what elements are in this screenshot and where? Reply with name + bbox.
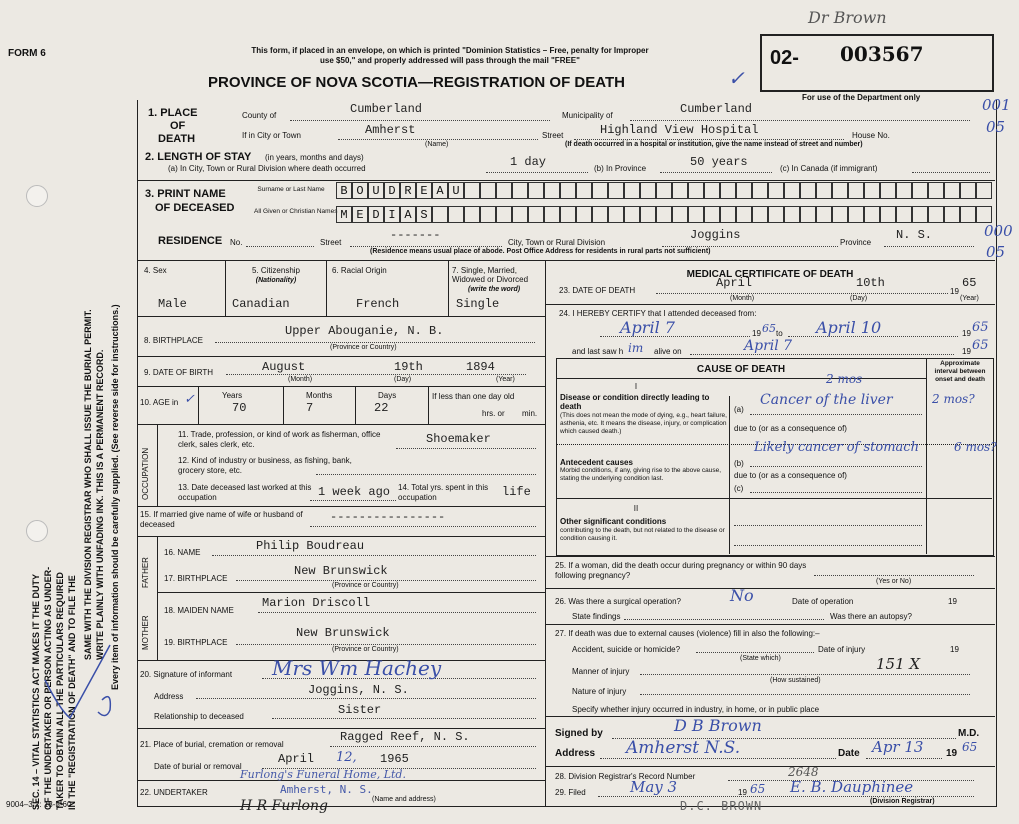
burial-date-day: 12, xyxy=(336,750,357,765)
given-name-letter-box: E xyxy=(352,206,368,223)
given-name-empty-box xyxy=(544,206,560,223)
attended-to-label: to xyxy=(776,329,783,338)
given-name-empty-box xyxy=(928,206,944,223)
last-worked-value: 1 week ago xyxy=(318,485,391,499)
check-mark: ✓ xyxy=(728,66,745,90)
dob-year-note: (Year) xyxy=(496,376,515,383)
section-ii-label: II xyxy=(633,504,639,513)
date-of-death-day: 10th xyxy=(856,276,885,290)
given-name-letter-box: I xyxy=(384,206,400,223)
street-value: Highland View Hospital xyxy=(600,123,759,137)
antecedent-note: Morbid conditions, if any, giving rise to the above cause, stating the underlying condition last. xyxy=(560,467,722,482)
surname-letter-box: R xyxy=(400,182,416,199)
footer-code: 9004–3.2: 18-5-60 xyxy=(6,800,72,809)
birthplace-value: Upper Abouganie, N. B. xyxy=(285,324,444,338)
stay-b-label: (b) In Province xyxy=(594,164,647,173)
age-label: 10. AGE in xyxy=(140,398,179,407)
given-name-letter-box: A xyxy=(400,206,416,223)
surname-letter-boxes xyxy=(336,182,992,201)
given-name-empty-box xyxy=(496,206,512,223)
medical-certificate-title: MEDICAL CERTIFICATE OF DEATH xyxy=(686,269,854,280)
given-name-empty-box xyxy=(864,206,880,223)
surname-empty-box xyxy=(752,182,768,199)
interval-label: Approximate interval between onset and death xyxy=(934,360,986,383)
stay-a-value: 1 day xyxy=(510,155,547,169)
surname-empty-box xyxy=(528,182,544,199)
residence-no-label: No. xyxy=(230,238,243,247)
dod-year-note: (Year) xyxy=(960,295,979,302)
surname-empty-box xyxy=(800,182,816,199)
given-name-empty-box xyxy=(432,206,448,223)
given-name-empty-box xyxy=(848,206,864,223)
side-line-7: Every item of information should be carefully supplied. (See reverse side for instructions.) xyxy=(110,304,120,690)
age-pen-mark: ✓ xyxy=(184,392,195,407)
stay-c-label: (c) In Canada (if immigrant) xyxy=(780,164,878,173)
city-name-note: (Name) xyxy=(425,141,449,148)
place-of-death-heading xyxy=(148,107,198,146)
given-name-empty-box xyxy=(576,206,592,223)
given-name-empty-box xyxy=(976,206,992,223)
burial-date-label: Date of burial or removal xyxy=(154,762,242,771)
total-years-value: life xyxy=(502,485,531,499)
due-to-a: due to (or as a consequence of) xyxy=(734,424,847,433)
cause-of-death-title: CAUSE OF DEATH xyxy=(696,364,786,375)
surname-empty-box xyxy=(560,182,576,199)
city-label: If in City or Town xyxy=(242,131,301,140)
how-sustained-note: (How sustained) xyxy=(770,677,821,684)
birthplace-note: (Province or Country) xyxy=(330,344,397,351)
county-label: County of xyxy=(242,111,277,120)
surname-empty-box xyxy=(864,182,880,199)
attended-to-year: 65 xyxy=(972,320,989,335)
age-days-label: Days xyxy=(378,391,397,400)
print-name-label-2: OF DECEASED xyxy=(155,202,235,214)
registrar-stamp: D.C. BROWN xyxy=(680,799,763,813)
registration-prefix: 02- xyxy=(770,47,799,69)
informant-signature-label: 20. Signature of informant xyxy=(140,670,233,679)
surname-empty-box xyxy=(848,182,864,199)
surname-empty-box xyxy=(576,182,592,199)
filed-label: 29. Filed xyxy=(555,788,586,797)
residence-city-label: City, Town or Rural Division xyxy=(508,238,606,247)
surname-empty-box xyxy=(480,182,496,199)
given-name-empty-box xyxy=(528,206,544,223)
city-value: Amherst xyxy=(365,123,416,137)
given-name-empty-box xyxy=(592,206,608,223)
yes-no-note: (Yes or No) xyxy=(876,578,912,585)
physician-address: Amherst N.S. xyxy=(626,738,741,758)
age-months: 7 xyxy=(306,401,314,415)
sex-label: 4. Sex xyxy=(144,266,167,275)
side-line-4: IN THE "REGISTRATION OF DEATH" AND TO FILE THE xyxy=(67,575,77,810)
registration-number: 003567 xyxy=(840,42,924,66)
informant-signature: Mrs Wm Hachey xyxy=(272,656,442,680)
filed-year-prefix: 19 xyxy=(738,788,747,797)
division-registrar-note: (Division Registrar) xyxy=(870,798,935,805)
sign-year-prefix: 19 xyxy=(946,748,958,759)
surname-empty-box xyxy=(512,182,528,199)
age-days: 22 xyxy=(374,401,389,415)
attended-from: April 7 xyxy=(620,318,675,337)
surname-empty-box xyxy=(816,182,832,199)
father-province-note: (Province or Country) xyxy=(332,582,399,589)
surname-empty-box xyxy=(896,182,912,199)
accident-label: Accident, suicide or homicide? xyxy=(572,645,681,654)
mail-notice-2: use $50," and properly addressed will pass through the mail "FREE" xyxy=(320,56,580,65)
length-of-stay-label: 2. LENGTH OF STAY xyxy=(145,151,252,163)
record-number-label: 28. Division Registrar's Record Number xyxy=(555,772,696,781)
cause-a-value: Cancer of the liver xyxy=(760,392,893,408)
marital-value: Single xyxy=(456,297,500,311)
place-label-3: DEATH xyxy=(158,133,196,145)
surname-empty-box xyxy=(880,182,896,199)
side-line-2: OF THE UNDERTAKER OR PERSON ACTING AS UNDER- xyxy=(43,566,53,810)
surname-empty-box xyxy=(784,182,800,199)
burial-date-month: April xyxy=(278,752,315,766)
mother-name-value: Marion Driscoll xyxy=(262,596,371,610)
surname-empty-box xyxy=(544,182,560,199)
interval-a: 2 mos? xyxy=(932,392,975,406)
place-label-1: 1. PLACE xyxy=(148,107,198,119)
attended-from-year-prefix: 19 xyxy=(752,329,761,338)
surname-empty-box xyxy=(592,182,608,199)
print-name-heading xyxy=(145,187,234,215)
age-months-label: Months xyxy=(306,391,333,400)
given-name-empty-box xyxy=(480,206,496,223)
citizenship-note: (Nationality) xyxy=(255,277,297,284)
father-birthplace-label: 17. BIRTHPLACE xyxy=(164,574,228,583)
date-of-death-year: 65 xyxy=(962,276,977,290)
manner-code: 151 X xyxy=(876,655,921,673)
surname-empty-box xyxy=(928,182,944,199)
side-line-6: WRITE PLAINLY WITH UNFADING INK. THIS IS A PERMANENT RECORD. xyxy=(95,349,105,660)
given-name-empty-box xyxy=(752,206,768,223)
given-name-empty-box xyxy=(560,206,576,223)
autopsy-label: Was there an autopsy? xyxy=(830,612,912,621)
age-years: 70 xyxy=(232,401,247,415)
surgical-question: 26. Was there a surgical operation? xyxy=(555,597,681,606)
given-name-letter-box: S xyxy=(416,206,432,223)
surname-empty-box xyxy=(944,182,960,199)
residence-label: RESIDENCE xyxy=(158,235,223,247)
form-number: FORM 6 xyxy=(8,48,46,59)
surname-empty-box xyxy=(672,182,688,199)
racial-origin-label: 6. Racial Origin xyxy=(332,266,387,275)
cause-a-marker: (a) xyxy=(734,405,744,414)
physician-signature: D B Brown xyxy=(674,716,762,735)
surname-empty-box xyxy=(640,182,656,199)
father-name-value: Philip Boudreau xyxy=(256,539,365,553)
certify-label: 24. I HEREBY CERTIFY that I attended deceased from: xyxy=(559,309,757,318)
due-to-b: due to (or as a consequence of) xyxy=(734,471,847,480)
surname-empty-box xyxy=(720,182,736,199)
spouse-value: ---------------- xyxy=(330,510,446,524)
cause-b-marker: (b) xyxy=(734,459,744,468)
filed-date: May 3 xyxy=(630,778,678,796)
sign-year: 65 xyxy=(962,740,978,754)
date-of-death-label: 23. DATE OF DEATH xyxy=(559,286,636,295)
given-name-empty-box xyxy=(880,206,896,223)
surname-empty-box xyxy=(688,182,704,199)
undertaker-signature: H R Furlong xyxy=(240,798,328,814)
dob-day-note: (Day) xyxy=(394,376,412,383)
surname-empty-box xyxy=(912,182,928,199)
surname-empty-box xyxy=(608,182,624,199)
racial-origin-value: French xyxy=(356,297,400,311)
given-name-empty-box xyxy=(768,206,784,223)
birthplace-label: 8. BIRTHPLACE xyxy=(144,336,203,345)
punch-hole-bottom xyxy=(26,520,48,542)
residence-province-value: N. S. xyxy=(896,228,933,242)
given-name-empty-box xyxy=(800,206,816,223)
place-label-2: OF xyxy=(170,120,186,132)
given-name-empty-box xyxy=(912,206,928,223)
disease-label: Disease or condition directly leading to death xyxy=(560,393,710,411)
operation-year-prefix: 19 xyxy=(948,597,957,606)
surname-letter-box: A xyxy=(432,182,448,199)
undertaker-stamp: Furlong's Funeral Home, Ltd. xyxy=(240,768,406,781)
marital-note: (write the word) xyxy=(468,286,521,293)
trade-label: 11. Trade, profession, or kind of work as fisherman, office clerk, sales clerk, etc. xyxy=(178,430,381,449)
surname-empty-box xyxy=(976,182,992,199)
burial-date-year: 1965 xyxy=(380,752,409,766)
marital-label: 7. Single, Married, Widowed or Divorced xyxy=(452,266,529,284)
industry-label: 12. Kind of industry or business, as fishing, bank, grocery store, etc. xyxy=(178,456,352,475)
attended-from-year: 65 xyxy=(762,322,776,335)
undertaker-address: Amherst, N. S. xyxy=(280,783,373,796)
age-years-label: Years xyxy=(222,391,243,400)
father-side-label: FATHER xyxy=(141,557,150,588)
surname-empty-box xyxy=(704,182,720,199)
street-label: Street xyxy=(542,131,564,140)
sex-value: Male xyxy=(158,297,187,311)
given-name-empty-box xyxy=(784,206,800,223)
relationship-label: Relationship to deceased xyxy=(154,712,244,721)
place-code-1: 001 xyxy=(982,96,1011,114)
residence-city-value: Joggins xyxy=(690,228,741,242)
residence-note: (Residence means usual place of abode. Post Office Address for residents in rural parts not sufficient) xyxy=(370,248,711,255)
burial-place-value: Ragged Reef, N. S. xyxy=(340,730,470,744)
manner-of-injury-label: Manner of injury xyxy=(572,667,630,676)
given-name-empty-box xyxy=(944,206,960,223)
spouse-label: 15. If married give name of wife or husband of deceased xyxy=(140,510,303,529)
length-of-stay-note: (in years, months and days) xyxy=(265,153,364,162)
top-handwritten-note: Dr Brown xyxy=(808,8,887,27)
section-i-label: I xyxy=(634,382,638,391)
record-number: 2648 xyxy=(788,765,819,779)
last-saw-year: 65 xyxy=(972,338,989,353)
disease-note: (This does not mean the mode of dying, e.g., heart failure, asthenia, etc. It means the disease, injury, or complication which caused death.) xyxy=(560,412,727,435)
mail-notice-1: This form, if placed in an envelope, on which is printed "Dominion Statistics – Free, penalty for Improper xyxy=(251,46,649,55)
given-name-empty-box xyxy=(688,206,704,223)
informant-address-label: Address xyxy=(154,692,184,701)
last-saw-date: April 7 xyxy=(744,338,793,354)
state-which-note: (State which) xyxy=(740,655,781,662)
stay-a-label: (a) In City, Town or Rural Division where death occurred xyxy=(168,164,366,173)
given-name-empty-box xyxy=(608,206,624,223)
given-name-empty-box xyxy=(832,206,848,223)
pregnancy-question: 25. If a woman, did the death occur during pregnancy or within 90 days following pregnancy? xyxy=(555,561,807,580)
surname-letter-box: O xyxy=(352,182,368,199)
dob-month: August xyxy=(262,360,306,374)
municipality-label: Municipality of xyxy=(562,111,613,120)
form-title: PROVINCE OF NOVA SCOTIA—REGISTRATION OF DEATH xyxy=(208,74,625,91)
nature-of-injury-label: Nature of injury xyxy=(572,687,627,696)
surname-empty-box xyxy=(960,182,976,199)
mother-side-label: MOTHER xyxy=(141,615,150,650)
dept-use-label: For use of the Department only xyxy=(802,93,921,102)
surname-empty-box xyxy=(496,182,512,199)
surname-letter-box: D xyxy=(384,182,400,199)
surname-label: Surname or Last Name xyxy=(257,186,325,193)
given-name-empty-box xyxy=(672,206,688,223)
place-code-2: 05 xyxy=(986,118,1006,136)
father-birthplace-value: New Brunswick xyxy=(294,564,388,578)
filed-year: 65 xyxy=(750,782,766,796)
informant-address-value: Joggins, N. S. xyxy=(308,683,409,697)
given-name-letter-boxes xyxy=(336,206,992,225)
attended-to-year-prefix: 19 xyxy=(962,329,971,338)
given-name-empty-box xyxy=(464,206,480,223)
dob-day: 19th xyxy=(394,360,423,374)
interval-b: 6 mos? xyxy=(954,440,997,454)
institution-note: (If death occurred in a hospital or institution, give the name instead of street and number) xyxy=(565,141,863,148)
mother-birthplace-label: 19. BIRTHPLACE xyxy=(164,638,228,647)
citizenship-label: 5. Citizenship xyxy=(251,266,301,275)
margin-pen-marks xyxy=(40,640,120,730)
father-name-label: 16. NAME xyxy=(164,548,201,557)
given-name-empty-box xyxy=(448,206,464,223)
dob-month-note: (Month) xyxy=(288,376,313,383)
surname-empty-box xyxy=(464,182,480,199)
surname-letter-box: E xyxy=(416,182,432,199)
given-name-empty-box xyxy=(816,206,832,223)
cause-a-note: 2 mos xyxy=(826,372,863,386)
dod-month-note: (Month) xyxy=(730,295,755,302)
attended-to: April 10 xyxy=(816,318,882,337)
date-of-death-month: April xyxy=(716,276,753,290)
last-saw-label: and last saw h xyxy=(572,347,624,356)
residence-code-1: 000 xyxy=(984,222,1013,240)
mother-birthplace-value: New Brunswick xyxy=(296,626,390,640)
given-name-empty-box xyxy=(960,206,976,223)
surname-empty-box xyxy=(736,182,752,199)
surname-letter-box: U xyxy=(368,182,384,199)
cause-b-value: Likely cancer of stomach xyxy=(754,440,919,455)
sign-date-label: Date xyxy=(838,748,860,759)
other-conditions-label: Other significant conditions xyxy=(560,517,667,526)
residence-street-value: ------- xyxy=(390,228,441,242)
mother-province-note: (Province or Country) xyxy=(332,646,399,653)
last-worked-label: 13. Date deceased last worked at this occupation xyxy=(178,483,312,502)
given-name-empty-box xyxy=(720,206,736,223)
residence-province-label: Province xyxy=(840,238,872,247)
given-name-label: All Given or Christian Names xyxy=(254,208,338,215)
date-of-death-year-prefix: 19 xyxy=(950,287,959,296)
injury-year-prefix: 19 xyxy=(950,645,959,654)
injury-date-label: Date of injury xyxy=(818,645,866,654)
citizenship-value: Canadian xyxy=(232,297,290,311)
given-name-empty-box xyxy=(656,206,672,223)
dob-label: 9. DATE OF BIRTH xyxy=(144,368,214,377)
operation-date-label: Date of operation xyxy=(792,597,854,606)
side-line-5: SAME WITH THE DIVISION REGISTRAR WHO SHALL ISSUE THE BURIAL PERMIT. xyxy=(83,309,93,660)
last-saw-year-prefix: 19 xyxy=(962,347,971,356)
md-label: M.D. xyxy=(958,728,980,739)
residence-street-label: Street xyxy=(320,238,342,247)
relationship-value: Sister xyxy=(338,703,382,717)
surname-empty-box xyxy=(832,182,848,199)
surgical-answer: No xyxy=(730,586,754,605)
mother-name-label: 18. MAIDEN NAME xyxy=(164,606,234,615)
stay-b-value: 50 years xyxy=(690,155,748,169)
residence-code-2: 05 xyxy=(986,243,1006,261)
given-name-letter-box: D xyxy=(368,206,384,223)
burial-place-label: 21. Place of burial, cremation or removal xyxy=(140,740,284,749)
sign-date: Apr 13 xyxy=(872,738,924,756)
given-name-empty-box xyxy=(704,206,720,223)
signed-by-label: Signed by xyxy=(555,728,603,739)
min-label: min. xyxy=(522,409,538,418)
punch-hole-top xyxy=(26,185,48,207)
undertaker-note: (Name and address) xyxy=(372,796,436,803)
dod-day-note: (Day) xyxy=(850,295,868,302)
given-name-letter-box: M xyxy=(336,206,352,223)
trade-value: Shoemaker xyxy=(426,432,491,446)
antecedent-label: Antecedent causes xyxy=(560,458,633,467)
surname-empty-box xyxy=(768,182,784,199)
given-name-empty-box xyxy=(512,206,528,223)
hrs-label: hrs. or xyxy=(482,409,505,418)
last-saw-him: im xyxy=(628,341,644,355)
cause-c-marker: (c) xyxy=(734,484,744,493)
surname-empty-box xyxy=(624,182,640,199)
dob-year: 1894 xyxy=(466,360,495,374)
surname-empty-box xyxy=(656,182,672,199)
given-name-empty-box xyxy=(640,206,656,223)
house-label: House No. xyxy=(852,131,890,140)
print-name-label-1: 3. PRINT NAME xyxy=(145,188,226,200)
given-name-empty-box xyxy=(896,206,912,223)
surname-letter-box: U xyxy=(448,182,464,199)
given-name-empty-box xyxy=(624,206,640,223)
findings-label: State findings xyxy=(572,612,621,621)
undertaker-label: 22. UNDERTAKER xyxy=(140,788,208,797)
side-line-1: SEC. 14 – VITAL STATISTICS ACT MAKES IT THE DUTY xyxy=(31,573,41,810)
total-years-label: 14. Total yrs. spent in this occupation xyxy=(398,483,489,502)
occupation-side-label: OCCUPATION xyxy=(141,447,150,500)
given-name-empty-box xyxy=(736,206,752,223)
last-saw-alive-label: alive on xyxy=(654,347,682,356)
municipality-value: Cumberland xyxy=(680,102,753,116)
registrar-signature: E. B. Dauphinee xyxy=(790,778,914,796)
side-line-3: TAKER TO OBTAIN ALL THE PARTICULARS REQUIRED xyxy=(55,572,65,810)
surname-letter-box: B xyxy=(336,182,352,199)
side-instructions-2 xyxy=(82,309,106,660)
other-conditions-note: contributing to the death, but not related to the disease or condition causing it. xyxy=(560,527,725,542)
external-causes-question: 27. If death was due to external causes (violence) fill in also the following:– xyxy=(555,629,820,638)
physician-address-label: Address xyxy=(555,748,596,759)
less-than-day-label: If less than one day old xyxy=(432,392,515,401)
specify-location-label: Specify whether injury occurred in industry, in home, or in public place xyxy=(572,705,820,714)
county-value: Cumberland xyxy=(350,102,423,116)
